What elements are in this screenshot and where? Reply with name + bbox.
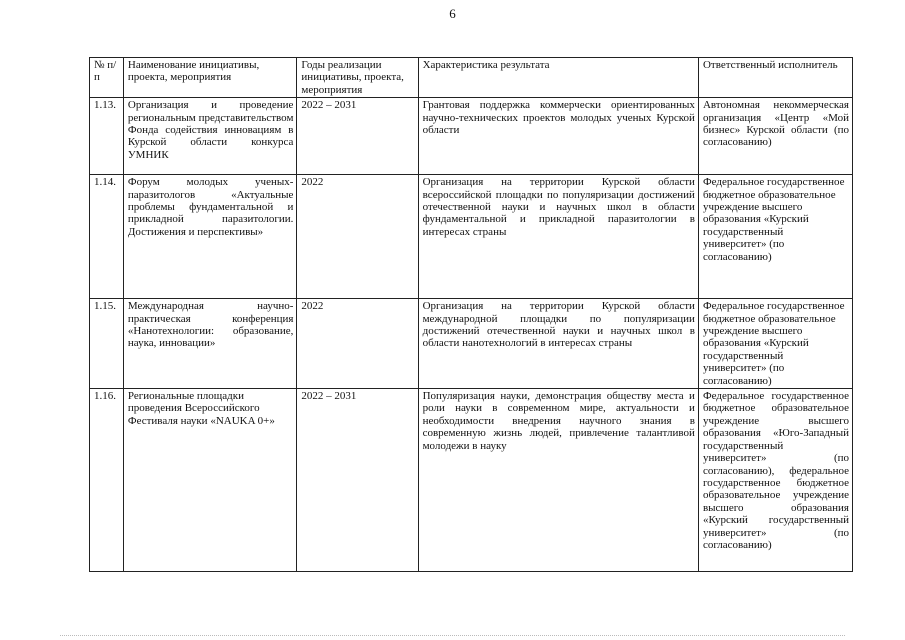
header-years: Годы реализации инициативы, проекта, мероприятия bbox=[297, 58, 418, 98]
row-number: 1.14. bbox=[90, 175, 124, 299]
row-years: 2022 – 2031 bbox=[297, 389, 418, 572]
row-name: Форум молодых ученых-паразитологов «Актуальные проблемы фундаментальной и прикладной паразитологии. Достижения и перспективы» bbox=[123, 175, 297, 299]
page-bottom-divider bbox=[60, 635, 845, 636]
row-name: Международная научно-практическая конференция «Нанотехнологии: образование, наука, инновации» bbox=[123, 299, 297, 389]
measures-table bbox=[89, 57, 853, 572]
header-name: Наименование инициативы, проекта, мероприятия bbox=[123, 58, 297, 98]
table-row bbox=[90, 299, 853, 389]
page-number: 6 bbox=[449, 6, 456, 21]
row-years: 2022 bbox=[297, 175, 418, 299]
row-name: Региональные площадки проведения Всероссийского Фестиваля науки «NAUKA 0+» bbox=[123, 389, 297, 572]
table-row bbox=[90, 98, 853, 175]
row-number: 1.16. bbox=[90, 389, 124, 572]
header-responsible: Ответственный исполнитель bbox=[698, 58, 852, 98]
row-number: 1.15. bbox=[90, 299, 124, 389]
header-result: Характеристика результата bbox=[418, 58, 698, 98]
table-header-row bbox=[90, 58, 853, 98]
row-years: 2022 bbox=[297, 299, 418, 389]
table-row bbox=[90, 389, 853, 572]
table-row bbox=[90, 175, 853, 299]
row-responsible: Автономная некоммерческая организация «Центр «Мой бизнес» Курской области (по согласованию) bbox=[698, 98, 852, 175]
row-result: Грантовая поддержка коммерчески ориентированных научно-технических проектов молодых ученых Курской области bbox=[418, 98, 698, 175]
row-number: 1.13. bbox=[90, 98, 124, 175]
row-result: Организация на территории Курской области международной площадки по популяризации достижений отечественной науки и научных школ в области нанотехнологий в интересах страны bbox=[418, 299, 698, 389]
header-number: № п/п bbox=[90, 58, 124, 98]
row-responsible: Федеральное государственное бюджетное образовательное учреждение высшего образования «Юго-Западный государственный университет» (по согласованию), федеральное государственное бюджетное образовательное учреждение высшего образования «Курский государственный университет» (по согласованию) bbox=[698, 389, 852, 572]
row-years: 2022 – 2031 bbox=[297, 98, 418, 175]
row-name: Организация и проведение региональным представительством Фонда содействия инновациям в Курской области конкурса УМНИК bbox=[123, 98, 297, 175]
row-result: Организация на территории Курской области всероссийской площадки по популяризации достижений отечественной науки и научных школ в области фундаментальной и прикладной паразитологии в интересах страны bbox=[418, 175, 698, 299]
row-result: Популяризация науки, демонстрация обществу места и роли науки в современном мире, актуальности и необходимости внедрения научного знания в современную жизнь людей, привлечение талантливой молодежи в науку bbox=[418, 389, 698, 572]
row-responsible: Федеральное государственное бюджетное образовательное учреждение высшего образования «Курский государственный университет» (по согласованию) bbox=[698, 175, 852, 299]
row-responsible: Федеральное государственное бюджетное образовательное учреждение высшего образования «Курский государственный университет» (по согласованию) bbox=[698, 299, 852, 389]
